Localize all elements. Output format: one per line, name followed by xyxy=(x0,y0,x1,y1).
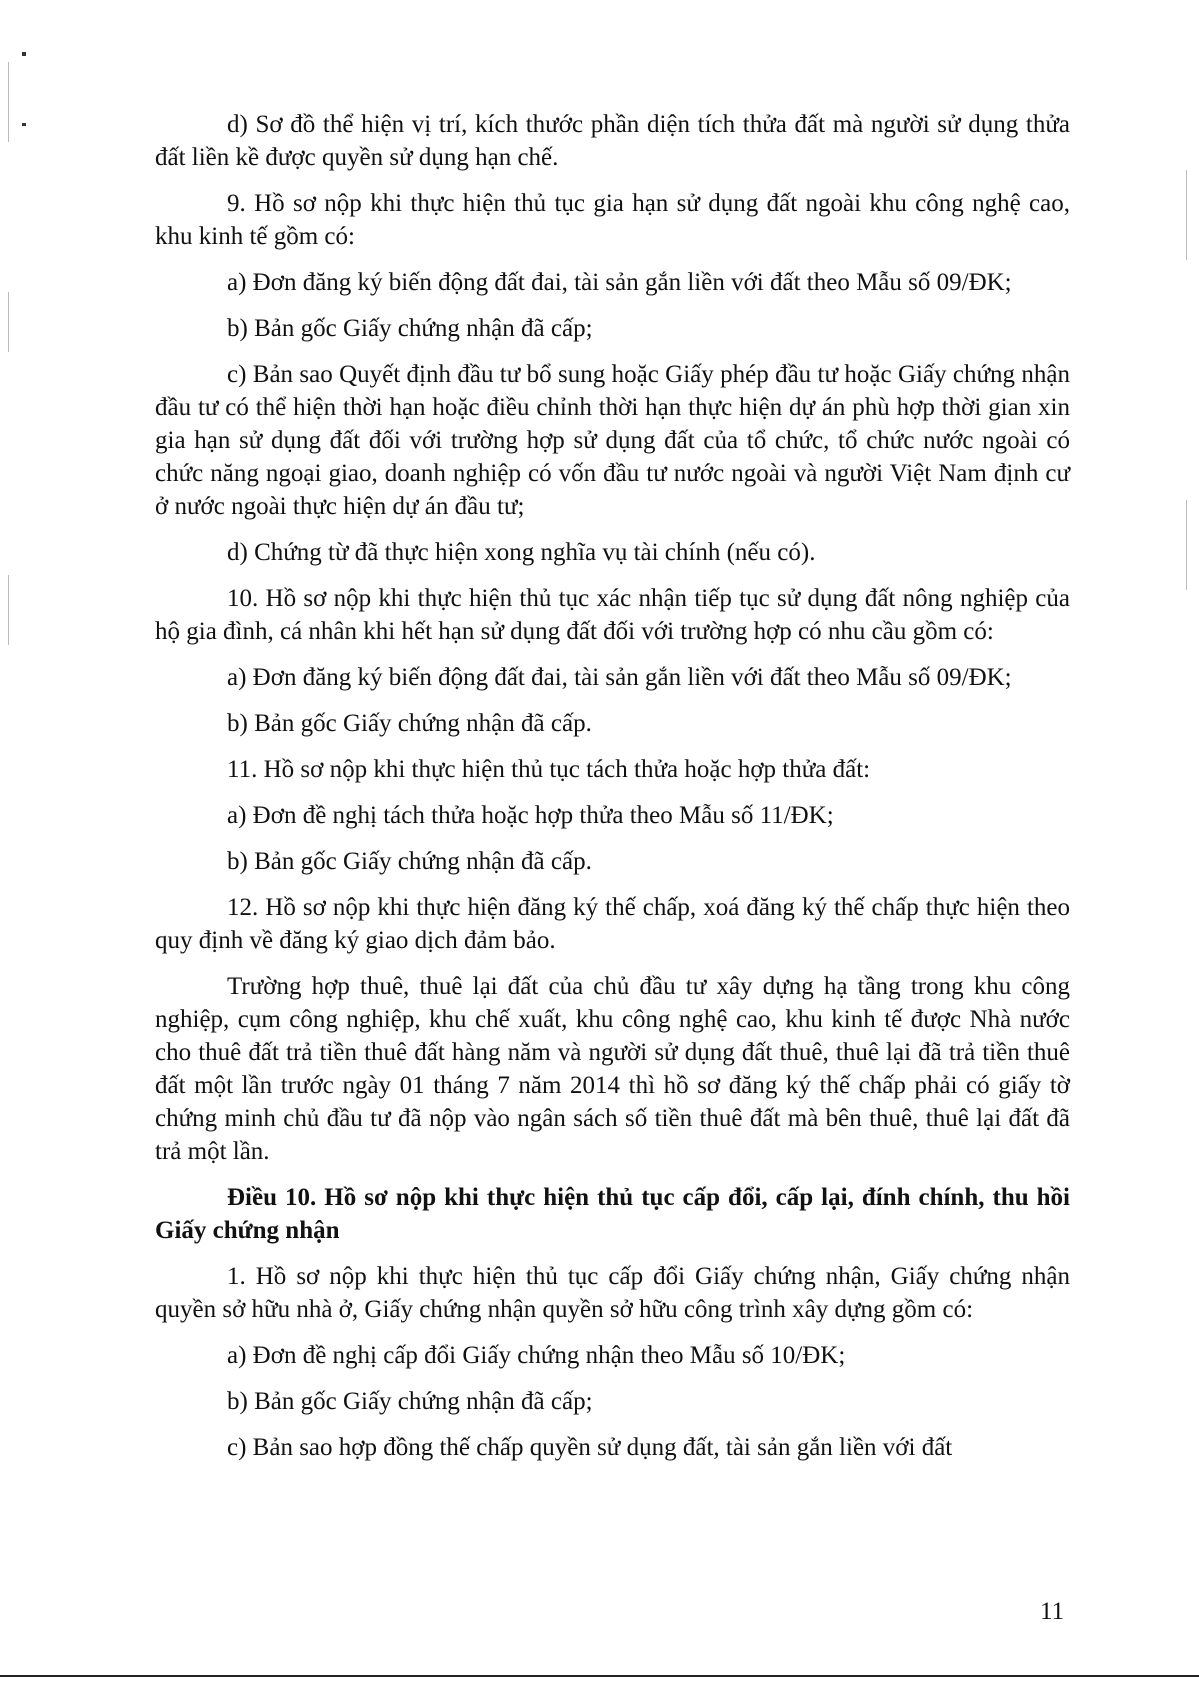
paragraph: b) Bản gốc Giấy chứng nhận đã cấp; xyxy=(227,315,593,342)
paragraph: b) Bản gốc Giấy chứng nhận đã cấp; xyxy=(227,1388,593,1415)
paragraph: a) Đơn đăng ký biến động đất đai, tài sản gắn liền với đất theo Mẫu số 09/ĐK; xyxy=(227,269,1012,296)
scan-speck xyxy=(22,123,26,126)
paragraph: b) Bản gốc Giấy chứng nhận đã cấp. xyxy=(227,710,592,737)
paragraph: d) Sơ đồ thể hiện vị trí, kích thước phần diện tích thửa đất mà người sử dụng thửa đất liền kề được quyền sử dụng hạn chế. xyxy=(155,111,1070,171)
paragraph: a) Đơn đề nghị tách thửa hoặc hợp thửa theo Mẫu số 11/ĐK; xyxy=(227,802,834,829)
paragraph: a) Đơn đề nghị cấp đổi Giấy chứng nhận theo Mẫu số 10/ĐK; xyxy=(227,1342,846,1369)
paragraph: 1. Hồ sơ nộp khi thực hiện thủ tục cấp đổi Giấy chứng nhận, Giấy chứng nhận quyền sở hữu nhà ở, Giấy chứng nhận quyền sở hữu công trình xây dựng gồm có: xyxy=(155,1263,1070,1323)
paragraph: b) Bản gốc Giấy chứng nhận đã cấp. xyxy=(227,848,592,875)
paragraph: d) Chứng từ đã thực hiện xong nghĩa vụ tài chính (nếu có). xyxy=(227,539,816,566)
scan-edge-line xyxy=(8,62,9,142)
scan-bottom-edge xyxy=(0,1675,1199,1677)
article-heading: Điều 10. Hồ sơ nộp khi thực hiện thủ tục cấp đổi, cấp lại, đính chính, thu hồi Giấy chứng nhận xyxy=(155,1184,1070,1244)
scan-edge-line xyxy=(1186,170,1187,260)
scan-speck xyxy=(22,52,26,56)
paragraph: a) Đơn đăng ký biến động đất đai, tài sản gắn liền với đất theo Mẫu số 09/ĐK; xyxy=(227,664,1012,691)
document-body xyxy=(155,108,1070,1477)
paragraph: 9. Hồ sơ nộp khi thực hiện thủ tục gia hạn sử dụng đất ngoài khu công nghệ cao, khu kinh tế gồm có: xyxy=(155,190,1070,250)
paragraph: c) Bản sao hợp đồng thế chấp quyền sử dụng đất, tài sản gắn liền với đất xyxy=(227,1434,953,1461)
scan-edge-line xyxy=(8,575,9,645)
paragraph: 12. Hồ sơ nộp khi thực hiện đăng ký thế chấp, xoá đăng ký thế chấp thực hiện theo quy định về đăng ký giao dịch đảm bảo. xyxy=(155,894,1070,954)
page-number: 11 xyxy=(1040,1598,1065,1625)
paragraph: Trường hợp thuê, thuê lại đất của chủ đầu tư xây dựng hạ tầng trong khu công nghiệp, cụm công nghiệp, khu chế xuất, khu công nghệ cao, khu kinh tế được Nhà nước cho thuê đất trả tiền thuê đất hàng năm và người sử dụng đất thuê, thuê lại đã trả tiền thuê đất một lần trước ngày 01 tháng 7 năm 2014 thì hồ sơ đăng ký thế chấp phải có giấy tờ chứng minh chủ đầu tư đã nộp vào ngân sách số tiền thuê đất mà bên thuê, thuê lại đất đã trả một lần. xyxy=(155,973,1070,1165)
paragraph: 11. Hồ sơ nộp khi thực hiện thủ tục tách thửa hoặc hợp thửa đất: xyxy=(227,756,871,783)
scan-edge-line xyxy=(1186,500,1187,590)
paragraph: 10. Hồ sơ nộp khi thực hiện thủ tục xác nhận tiếp tục sử dụng đất nông nghiệp của hộ gia đình, cá nhân khi hết hạn sử dụng đất đối với trường hợp có nhu cầu gồm có: xyxy=(155,585,1070,645)
scan-edge-line xyxy=(8,292,9,352)
paragraph: c) Bản sao Quyết định đầu tư bổ sung hoặc Giấy phép đầu tư hoặc Giấy chứng nhận đầu tư có thể hiện thời hạn hoặc điều chỉnh thời hạn thực hiện dự án phù hợp thời gian xin gia hạn sử dụng đất đối với trường hợp sử dụng đất của tổ chức, tổ chức nước ngoài có chức năng ngoại giao, doanh nghiệp có vốn đầu tư nước ngoài và người Việt Nam định cư ở nước ngoài thực hiện dự án đầu tư; xyxy=(155,361,1070,520)
